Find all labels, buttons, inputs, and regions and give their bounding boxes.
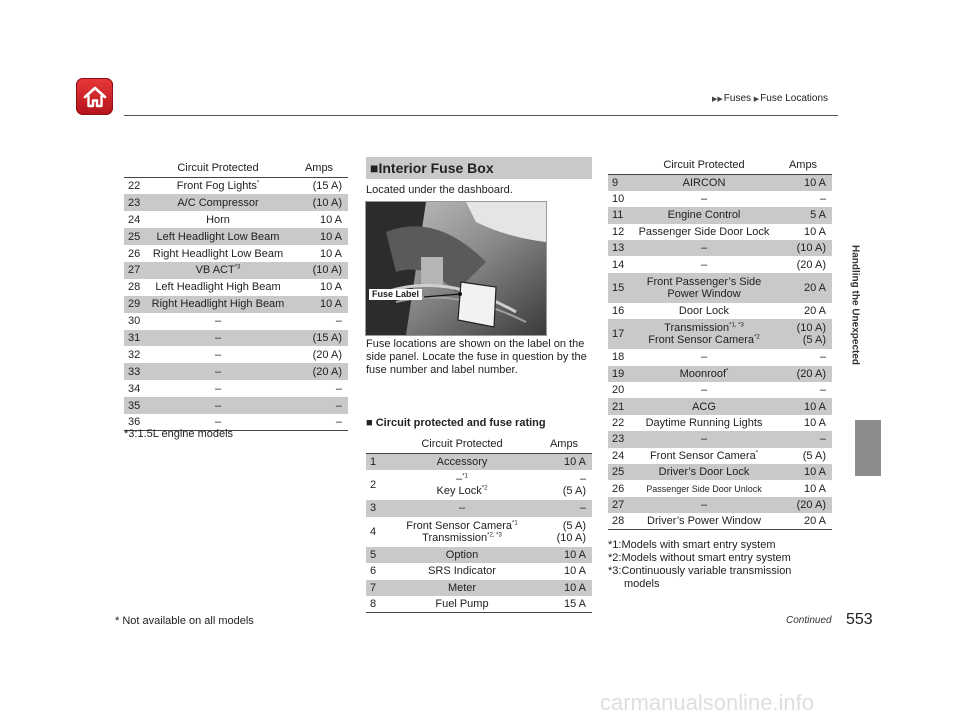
- fuse-table-interior: [366, 434, 592, 613]
- breadcrumb: [712, 93, 828, 104]
- fuse-location-paragraph: Fuse locations are shown on the label on the side panel. Locate the fuse in question by the fuse number and label number.: [366, 338, 587, 376]
- fuse-number: 9: [608, 175, 634, 191]
- fuse-number: 31: [124, 330, 146, 347]
- fuse-amps: 10 A: [803, 416, 826, 429]
- table-row: [608, 415, 832, 431]
- fuse-amps: 10 A: [774, 398, 832, 414]
- fuse-amps: – (5 A): [562, 473, 586, 497]
- circuit-name: Right Headlight High Beam: [146, 296, 290, 313]
- fuse-number: 22: [612, 416, 625, 429]
- table-row: [608, 464, 832, 480]
- circuit-name: SRS Indicator: [428, 565, 496, 578]
- fuse-number: 17: [608, 319, 634, 349]
- table-row: [608, 240, 832, 256]
- fuse-box-illustration: [366, 202, 546, 335]
- circuit-name: Meter: [388, 580, 536, 597]
- fuse-number: 11: [608, 207, 634, 223]
- table-row: [608, 480, 832, 496]
- fuse-amps: 10 A: [536, 547, 592, 564]
- circuit-name: Passenger Side Door Unlock: [646, 483, 762, 494]
- continued-label: Continued: [786, 615, 832, 626]
- circuit-name: –: [388, 500, 536, 517]
- fuse-number: 28: [608, 513, 634, 529]
- circuit-name: Transmission$^{*1, *3}$ Front Sensor Camera$^{*2}$: [634, 319, 774, 349]
- column-header: Circuit Protected: [146, 158, 290, 178]
- fuse-number: 23: [608, 431, 634, 447]
- fuse-amps: 10 A: [803, 482, 826, 495]
- fuse-number: 22: [128, 180, 141, 193]
- table-row: [608, 175, 832, 191]
- location-text: Located under the dashboard.: [366, 184, 513, 196]
- fuse-amps: –: [335, 315, 342, 328]
- table-row: [366, 470, 592, 500]
- table-row: [124, 262, 348, 279]
- table-row: [124, 296, 348, 313]
- fuse-number: 34: [128, 382, 141, 395]
- fuse-amps: 10 A: [319, 281, 342, 294]
- column-header: Amps: [774, 155, 832, 175]
- chapter-title: [840, 160, 870, 450]
- table-row: [366, 596, 592, 613]
- page-number: 553: [846, 611, 873, 628]
- table-row: [608, 431, 832, 447]
- fuse-amps: 10 A: [290, 228, 348, 245]
- table-row: [124, 279, 348, 296]
- fuse-amps: 10 A: [319, 213, 342, 226]
- fuse-amps: 10 A: [803, 225, 826, 238]
- fuse-label-callout: Fuse Label: [369, 289, 422, 300]
- fuse-amps: –: [774, 431, 832, 447]
- column-header: Circuit Protected: [634, 155, 774, 175]
- fuse-amps: (5 A): [802, 449, 826, 462]
- circuit-name: –: [700, 193, 708, 206]
- column-header: Amps: [290, 158, 348, 178]
- table-row: [124, 397, 348, 414]
- table-row: [608, 319, 832, 349]
- circuit-name: Front Fog Lights*: [176, 180, 260, 193]
- fuse-amps: –: [819, 384, 826, 397]
- home-icon: [82, 85, 108, 109]
- fuse-number: 6: [370, 565, 377, 578]
- fuse-number: 3: [366, 500, 388, 517]
- fuse-number: 15: [608, 273, 634, 303]
- table-row: [124, 330, 348, 347]
- fuse-number: 10: [612, 193, 625, 206]
- table-row: [124, 313, 348, 330]
- table-row: [124, 194, 348, 211]
- fuse-amps: (20 A): [774, 366, 832, 382]
- table-row: [124, 346, 348, 363]
- fuse-box-photo: [365, 201, 547, 336]
- circuit-name: Left Headlight Low Beam: [146, 228, 290, 245]
- fuse-number: 29: [124, 296, 146, 313]
- fuse-amps: 20 A: [803, 305, 826, 318]
- fuse-amps: 20 A: [774, 273, 832, 303]
- fuse-amps: (20 A): [796, 258, 826, 271]
- table-row: [124, 245, 348, 262]
- circuit-name: –: [146, 330, 290, 347]
- circuit-name: –: [146, 363, 290, 380]
- fuse-number: 1: [366, 454, 388, 471]
- circuit-name: ACG: [634, 398, 774, 414]
- footnote-line: *2:Models without smart entry system: [608, 552, 791, 564]
- fuse-number: 5: [366, 547, 388, 564]
- column-header: Circuit Protected: [388, 434, 536, 454]
- fuse-amps: (15 A): [312, 180, 342, 193]
- table-row: [366, 454, 592, 471]
- circuit-name: A/C Compressor: [146, 194, 290, 211]
- table-row: [608, 256, 832, 272]
- fuse-amps: –: [536, 500, 592, 517]
- fuse-amps: 10 A: [536, 454, 592, 471]
- table-row: [366, 580, 592, 597]
- fuse-amps: (20 A): [312, 348, 342, 361]
- footnote-line: *1:Models with smart entry system: [608, 539, 776, 551]
- fuse-number: 21: [608, 398, 634, 414]
- engine-note: *3:1.5L engine models: [124, 428, 234, 440]
- circuit-name: –: [214, 382, 222, 395]
- fuse-number: 12: [612, 225, 625, 238]
- circuit-name: Fuel Pump: [388, 596, 536, 613]
- table-row: [608, 191, 832, 207]
- fuse-amps: 5 A: [774, 207, 832, 223]
- fuse-amps: (15 A): [290, 330, 348, 347]
- circuit-name: Daytime Running Lights: [645, 416, 763, 429]
- fuse-number: 26: [612, 482, 625, 495]
- subsection-title-text: Circuit protected and fuse rating: [375, 417, 546, 429]
- fuse-number: 25: [124, 228, 146, 245]
- fuse-number: 14: [612, 258, 625, 271]
- circuit-name: –: [146, 414, 290, 431]
- fuse-number: 33: [124, 363, 146, 380]
- footnote-line: models: [624, 578, 660, 590]
- fuse-number: 28: [128, 281, 141, 294]
- fuse-amps: –: [335, 382, 342, 395]
- fuse-number: 18: [612, 351, 625, 364]
- fuse-amps: (10 A): [774, 240, 832, 256]
- fuse-number: 25: [608, 464, 634, 480]
- fuse-number: 4: [370, 525, 377, 538]
- watermark: carmanualsonline.info: [600, 690, 815, 715]
- fuse-number: 35: [124, 397, 146, 414]
- column-header: [124, 158, 146, 178]
- fuse-number: 32: [128, 348, 141, 361]
- fuse-amps: 10 A: [774, 175, 832, 191]
- section-title: [366, 157, 592, 179]
- circuit-name: AIRCON: [634, 175, 774, 191]
- fuse-amps: 10 A: [536, 580, 592, 597]
- fuse-amps: –: [819, 193, 826, 206]
- table-row: [608, 366, 832, 382]
- circuit-name: Front Passenger’s Side Power Window: [634, 273, 774, 303]
- fuse-number: 13: [608, 240, 634, 256]
- fuse-amps: (10 A): [290, 262, 348, 279]
- circuit-name: –: [634, 431, 774, 447]
- circuit-name: –: [634, 240, 774, 256]
- fuse-number: 24: [612, 449, 625, 462]
- availability-footnote: * Not available on all models: [115, 615, 254, 627]
- subsection-title: [366, 417, 546, 429]
- table-row: [608, 497, 832, 513]
- circuit-name: Left Headlight High Beam: [155, 281, 281, 294]
- table-row: [366, 500, 592, 517]
- subsection-marker-icon: ■: [366, 417, 376, 429]
- fuse-number: 36: [124, 414, 146, 431]
- fuse-amps: 20 A: [774, 513, 832, 529]
- circuit-name: –: [700, 384, 708, 397]
- breadcrumb-item[interactable]: Fuses: [723, 93, 752, 104]
- circuit-name: Driver’s Power Window: [634, 513, 774, 529]
- circuit-name: Engine Control: [634, 207, 774, 223]
- fuse-amps: –: [290, 414, 348, 431]
- table-row: [608, 448, 832, 464]
- fuse-number: 16: [612, 305, 625, 318]
- column-header: Amps: [536, 434, 592, 454]
- circuit-name: –: [214, 348, 222, 361]
- circuit-name: –: [634, 497, 774, 513]
- section-marker-icon: ■: [370, 160, 379, 176]
- section-title-text: Interior Fuse Box: [378, 160, 494, 176]
- table-row: [124, 211, 348, 228]
- fuse-number: 7: [366, 580, 388, 597]
- header-divider: [124, 115, 838, 116]
- breadcrumb-arrow-icon: ▶: [753, 96, 760, 103]
- fuse-amps: 10 A: [774, 464, 832, 480]
- fuse-amps: (20 A): [290, 363, 348, 380]
- table-row: [608, 303, 832, 319]
- footnote-line: *3:Continuously variable transmission: [608, 565, 792, 577]
- circuit-name: Passenger Side Door Lock: [638, 225, 770, 238]
- home-button[interactable]: [76, 78, 113, 115]
- circuit-name: Accessory: [388, 454, 536, 471]
- circuit-name: –: [700, 351, 708, 364]
- fuse-amps: (20 A): [774, 497, 832, 513]
- fuse-number: 8: [366, 596, 388, 613]
- circuit-name: –: [700, 258, 708, 271]
- breadcrumb-arrow-icon: ▶▶: [712, 96, 723, 103]
- fuse-number: 26: [128, 247, 141, 260]
- fuse-number: 2: [370, 479, 377, 491]
- footnotes: [608, 539, 791, 591]
- fuse-amps: 10 A: [290, 296, 348, 313]
- table-row: [608, 207, 832, 223]
- fuse-amps: 15 A: [536, 596, 592, 613]
- fuse-number: 27: [608, 497, 634, 513]
- table-row: [608, 349, 832, 365]
- chapter-title-text: Handling the Unexpected: [849, 244, 861, 366]
- circuit-name: Horn: [206, 213, 230, 226]
- circuit-name: –: [146, 397, 290, 414]
- fuse-number: 30: [128, 315, 141, 328]
- circuit-name: Driver’s Door Lock: [634, 464, 774, 480]
- chapter-tab[interactable]: [855, 420, 881, 476]
- fuse-amps: (10 A) (5 A): [774, 319, 832, 349]
- breadcrumb-item[interactable]: Fuse Locations: [760, 93, 829, 104]
- fuse-table-left: [124, 158, 348, 431]
- column-header: [366, 434, 388, 454]
- table-row: [366, 517, 592, 547]
- column-header: [608, 155, 634, 175]
- fuse-number: 19: [608, 366, 634, 382]
- fuse-number: 23: [124, 194, 146, 211]
- table-row: [124, 363, 348, 380]
- table-row: [608, 224, 832, 240]
- table-row: [366, 547, 592, 564]
- table-row: [608, 382, 832, 398]
- fuse-amps: –: [290, 397, 348, 414]
- circuit-name: –$^{*1}$ Key Lock$^{*2}$: [436, 473, 488, 497]
- table-row: [608, 273, 832, 303]
- circuit-name: Moonroof*: [634, 366, 774, 382]
- fuse-amps: –: [819, 351, 826, 364]
- fuse-amps: (5 A) (10 A): [556, 519, 586, 544]
- table-row: [124, 228, 348, 245]
- fuse-number: 27: [124, 262, 146, 279]
- circuit-name: Right Headlight Low Beam: [152, 247, 284, 260]
- fuse-table-right: [608, 155, 832, 530]
- table-row: [124, 178, 348, 195]
- circuit-name: Option: [388, 547, 536, 564]
- circuit-name: Front Sensor Camera*: [649, 449, 759, 462]
- fuse-number: 20: [612, 384, 625, 397]
- circuit-name: Front Sensor Camera$^{*1}$ Transmission$^{*2, *3}$: [406, 519, 518, 544]
- fuse-number: 24: [128, 213, 141, 226]
- fuse-amps: 10 A: [319, 247, 342, 260]
- table-row: [608, 513, 832, 529]
- table-row: [608, 398, 832, 414]
- circuit-name: Door Lock: [678, 305, 730, 318]
- circuit-name: VB ACT$^{*3}$: [146, 262, 290, 279]
- fuse-amps: (10 A): [290, 194, 348, 211]
- table-row: [124, 380, 348, 397]
- fuse-amps: 10 A: [563, 565, 586, 578]
- table-row: [366, 563, 592, 580]
- circuit-name: –: [214, 315, 222, 328]
